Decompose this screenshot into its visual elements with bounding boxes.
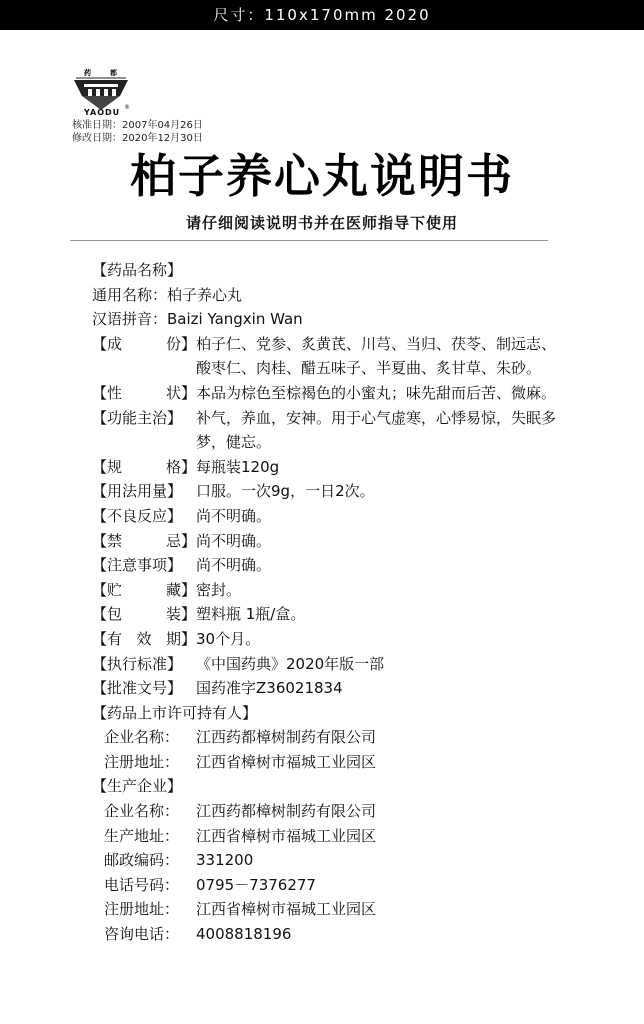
field-value: 国药准字Z36021834 xyxy=(196,679,343,698)
field-value: 0795－7376277 xyxy=(196,875,316,894)
size-banner: 尺寸：110x170mm 2020 xyxy=(0,0,644,30)
mfr-hotline-row xyxy=(92,922,562,947)
mfr-company-row xyxy=(92,799,562,824)
field-value: 柏子仁、党参、炙黄芪、川芎、当归、茯苓、制远志、酸枣仁、肉桂、醋五味子、半夏曲、炙甘草、朱砂。 xyxy=(196,334,557,378)
field-label xyxy=(92,627,196,652)
date-block xyxy=(72,119,203,145)
field-value: 尚不明确。 xyxy=(196,506,272,525)
field-label: 咨询电话： xyxy=(104,925,180,944)
field-label xyxy=(92,529,196,554)
logo-brand-text: YAODU xyxy=(84,108,121,117)
pinyin-row xyxy=(92,307,562,332)
field-label: 【不良反应】 xyxy=(92,506,183,525)
revision-date: 修改日期：2020年12月30日 xyxy=(72,133,203,144)
field-value: 《中国药典》2020年版一部 xyxy=(196,654,385,673)
instruction-body xyxy=(92,258,562,947)
standard-row xyxy=(92,652,562,677)
indications-row xyxy=(92,406,562,455)
registered-mark: ® xyxy=(124,104,130,111)
field-value: 密封。 xyxy=(196,580,242,599)
label-part: 【包 xyxy=(92,605,123,624)
title-divider xyxy=(70,240,548,241)
field-value: 塑料瓶 1瓶/盒。 xyxy=(196,605,306,624)
label-part: 【禁 xyxy=(92,531,123,550)
field-value: 江西省樟树市福城工业园区 xyxy=(196,752,377,771)
field-label: 企业名称： xyxy=(104,802,180,821)
field-value: 补气，养血，安神。用于心气虚寒，心悸易惊，失眠多梦，健忘。 xyxy=(196,408,557,452)
holder-company-row xyxy=(92,725,562,750)
label-part: 份】 xyxy=(165,334,196,353)
mfr-phone-row xyxy=(92,873,562,898)
mfr-registered-address-row xyxy=(92,897,562,922)
field-label: 注册地址： xyxy=(104,752,180,771)
logo-char-right: 都 xyxy=(110,69,117,77)
field-label: 汉语拼音： xyxy=(92,310,168,329)
license-holder-header xyxy=(92,701,562,726)
label-part: 期】 xyxy=(165,629,196,648)
label-part: 效 xyxy=(136,629,152,648)
precautions-row xyxy=(92,553,562,578)
field-label: 通用名称： xyxy=(92,285,168,304)
approval-date: 核准日期：2007年04月26日 xyxy=(72,120,203,131)
mfr-postcode-row xyxy=(92,848,562,873)
field-label xyxy=(92,332,196,381)
field-value: 尚不明确。 xyxy=(196,556,272,575)
field-value: Baizi Yangxin Wan xyxy=(167,310,303,329)
field-label: 企业名称： xyxy=(104,728,180,747)
usage-row xyxy=(92,479,562,504)
validity-row xyxy=(92,627,562,652)
field-value: 本品为棕色至棕褐色的小蜜丸；味先甜而后苦、微麻。 xyxy=(196,383,557,402)
document-subtitle: 请仔细阅读说明书并在医师指导下使用 xyxy=(185,214,458,232)
manufacturer-header xyxy=(92,774,562,799)
field-label: 【批准文号】 xyxy=(92,679,183,698)
label-part: 状】 xyxy=(165,383,196,402)
package-row xyxy=(92,602,562,627)
section-heading: 【药品名称】 xyxy=(92,261,183,279)
field-value: 江西药都樟树制药有限公司 xyxy=(196,728,377,747)
storage-row xyxy=(92,578,562,603)
field-value: 尚不明确。 xyxy=(196,531,272,550)
field-value: 柏子养心丸 xyxy=(167,285,243,304)
holder-address-row xyxy=(92,750,562,775)
approval-number-row xyxy=(92,676,562,701)
field-label: 电话号码： xyxy=(104,875,180,894)
document-title: 柏子养心丸说明书 xyxy=(130,149,514,203)
drug-name-header xyxy=(92,258,562,283)
yaodu-logo xyxy=(70,66,132,116)
contraindications-row xyxy=(92,529,562,554)
field-label xyxy=(92,578,196,603)
field-label: 【执行标准】 xyxy=(92,654,183,673)
field-label xyxy=(92,381,196,406)
adverse-reactions-row xyxy=(92,504,562,529)
label-part: 忌】 xyxy=(165,531,196,550)
section-heading: 【药品上市许可持有人】 xyxy=(92,703,258,722)
field-label: 【功能主治】 xyxy=(92,408,183,427)
field-value: 每瓶装120g xyxy=(196,457,280,476)
specification-row xyxy=(92,455,562,480)
field-label xyxy=(92,455,196,480)
label-part: 【有 xyxy=(92,629,123,648)
field-label: 邮政编码： xyxy=(104,851,180,870)
field-label: 【用法用量】 xyxy=(92,482,183,501)
field-value: 30个月。 xyxy=(196,629,261,648)
label-part: 格】 xyxy=(165,457,196,476)
field-value: 331200 xyxy=(196,851,254,870)
mfr-production-address-row xyxy=(92,824,562,849)
section-heading: 【生产企业】 xyxy=(92,777,183,796)
field-label: 【注意事项】 xyxy=(92,556,183,575)
label-part: 藏】 xyxy=(165,580,196,599)
field-value: 江西省樟树市福城工业园区 xyxy=(196,826,377,845)
label-part: 【性 xyxy=(92,383,123,402)
field-label: 注册地址： xyxy=(104,900,180,919)
character-row xyxy=(92,381,562,406)
label-part: 【成 xyxy=(92,334,123,353)
field-label xyxy=(92,602,196,627)
generic-name-row xyxy=(92,283,562,308)
label-part: 【贮 xyxy=(92,580,123,599)
label-part: 【规 xyxy=(92,457,123,476)
field-label: 生产地址： xyxy=(104,826,180,845)
field-value: 口服。一次9g，一日2次。 xyxy=(196,482,375,501)
label-part: 装】 xyxy=(165,605,196,624)
field-value: 江西药都樟树制药有限公司 xyxy=(196,802,377,821)
field-value: 4008818196 xyxy=(196,925,292,944)
ingredients-row xyxy=(92,332,562,381)
logo-char-left: 药 xyxy=(84,69,91,77)
field-value: 江西省樟树市福城工业园区 xyxy=(196,900,377,919)
